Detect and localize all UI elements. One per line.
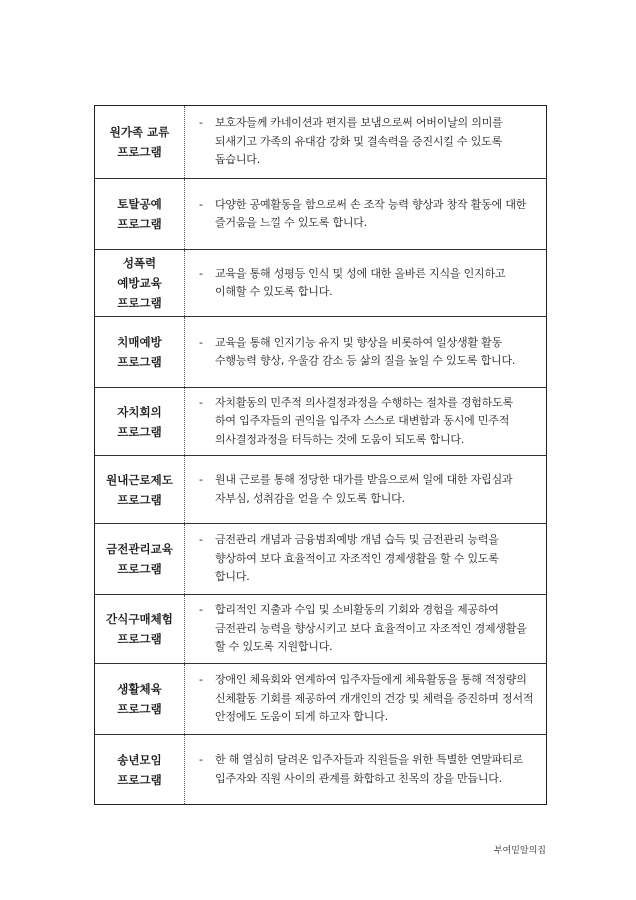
- bullet-dash: -: [199, 533, 203, 547]
- program-description: 합리적인 지출과 수입 및 소비활동의 기회와 경험을 제공하여 금전관리 능력을 향상시키고 보다 효율적이고 자조적인 경제생활을 할 수 있도록 지원합니다.: [215, 603, 527, 654]
- program-name-cell: [95, 317, 185, 388]
- program-description: 원내 근로를 통해 정당한 대가를 받음으로써 일에 대한 자립심과 자부심, 성취감을 얻을 수 있도록 합니다.: [215, 473, 513, 505]
- program-name-cell: [95, 456, 185, 524]
- program-description-wrap: [199, 265, 536, 302]
- program-name: 성폭력 예방교육 프로그램: [117, 256, 162, 310]
- program-name: 토탈공예 프로그램: [117, 197, 162, 231]
- footer-label: 부여밑알의집: [493, 846, 546, 856]
- program-description-wrap: [199, 114, 536, 170]
- program-description: 교육을 통해 인지기능 유지 및 향상을 비롯하여 일상생활 활동 수행능력 향상, 우울감 감소 등 삶의 질을 높일 수 있도록 합니다.: [215, 335, 516, 367]
- program-description-wrap: [199, 531, 536, 587]
- program-row: [95, 664, 547, 735]
- program-description: 장애인 체육회와 연계하여 입주자들에게 체육활동을 통해 적정량의 신체활동 기회를 제공하여 개개인의 건강 및 체력을 증진하며 정서적 안정에도 도움이 되게 하고자 합니다.: [215, 673, 534, 724]
- program-description-wrap: [199, 751, 536, 788]
- bullet-dash: -: [199, 116, 203, 130]
- program-row: [95, 250, 547, 317]
- program-name: 송년모임 프로그램: [117, 752, 162, 787]
- program-name: 자치회의 프로그램: [117, 404, 162, 439]
- program-description-wrap: [199, 471, 536, 508]
- bullet-dash: -: [199, 473, 203, 486]
- bullet-dash: -: [199, 753, 203, 766]
- program-row: [95, 317, 547, 388]
- program-description-wrap: [199, 601, 536, 657]
- program-row: [95, 456, 547, 524]
- program-description-cell: [185, 388, 547, 456]
- program-row: [95, 179, 547, 250]
- program-row: [95, 388, 547, 456]
- program-name-cell: [95, 388, 185, 456]
- bullet-dash: -: [199, 266, 203, 280]
- program-description: 금전관리 개념과 금융범죄예방 개념 습득 및 금전관리 능력을 향상하여 보다 효율적이고 자조적인 경제생활을 할 수 있도록 합니다.: [215, 533, 499, 584]
- program-description: 한 해 열심히 달려온 입주자들과 직원들을 위한 특별한 연말파티로 입주자와 직원 사이의 관계를 화합하고 친목의 장을 만듭니다.: [215, 753, 523, 785]
- program-description-cell: [185, 250, 547, 317]
- program-name-cell: [95, 524, 185, 595]
- program-name: 치매예방 프로그램: [117, 335, 162, 369]
- program-description-cell: [185, 524, 547, 595]
- program-name: 금전관리교육 프로그램: [106, 542, 173, 576]
- program-row: [95, 735, 547, 805]
- bullet-dash: -: [199, 197, 203, 211]
- program-rows: [95, 106, 547, 805]
- program-name: 원내근로제도 프로그램: [106, 472, 173, 507]
- program-description: 보호자들께 카네이션과 편지를 보냄으로써 어버이날의 의미를 되새기고 가족의 유대감 강화 및 결속력을 증진시킬 수 있도록 돕습니다.: [215, 116, 503, 167]
- program-name-cell: [95, 735, 185, 805]
- program-description-wrap: [199, 671, 536, 727]
- program-row: [95, 595, 547, 664]
- program-description-wrap: [199, 196, 536, 233]
- bullet-dash: -: [199, 673, 203, 687]
- program-description-cell: [185, 735, 547, 805]
- program-name-cell: [95, 250, 185, 317]
- program-table: [94, 105, 547, 805]
- program-name: 원가족 교류 프로그램: [109, 125, 170, 159]
- program-description: 자치활동의 민주적 의사결정과정을 수행하는 절차를 경험하도록 하여 입주자들의 권익을 입주자 스스로 대변함과 동시에 민주적 의사결정과정을 터득하는 것에 도움이 되도록 합니다.: [215, 395, 513, 446]
- program-row: [95, 106, 547, 179]
- program-name-cell: [95, 664, 185, 735]
- program-name-cell: [95, 179, 185, 250]
- program-description-wrap: [199, 394, 536, 450]
- program-name-cell: [95, 106, 185, 179]
- program-description: 다양한 공예활동을 함으로써 손 조작 능력 향상과 창작 활동에 대한 즐거움을 느낄 수 있도록 합니다.: [215, 197, 527, 229]
- program-name: 생활체육 프로그램: [117, 682, 162, 716]
- program-description-wrap: [199, 334, 536, 371]
- program-description-cell: [185, 456, 547, 524]
- program-description-cell: [185, 317, 547, 388]
- program-description-cell: [185, 106, 547, 179]
- program-description-cell: [185, 595, 547, 664]
- bullet-dash: -: [199, 603, 203, 617]
- program-name-cell: [95, 595, 185, 664]
- program-description-cell: [185, 179, 547, 250]
- program-name: 간식구매체험 프로그램: [106, 612, 173, 646]
- program-row: [95, 524, 547, 595]
- program-description: 교육을 통해 성평등 인식 및 성에 대한 올바른 지식을 인지하고 이해할 수 있도록 합니다.: [215, 266, 506, 298]
- bullet-dash: -: [199, 335, 203, 349]
- program-description-cell: [185, 664, 547, 735]
- bullet-dash: -: [199, 395, 203, 409]
